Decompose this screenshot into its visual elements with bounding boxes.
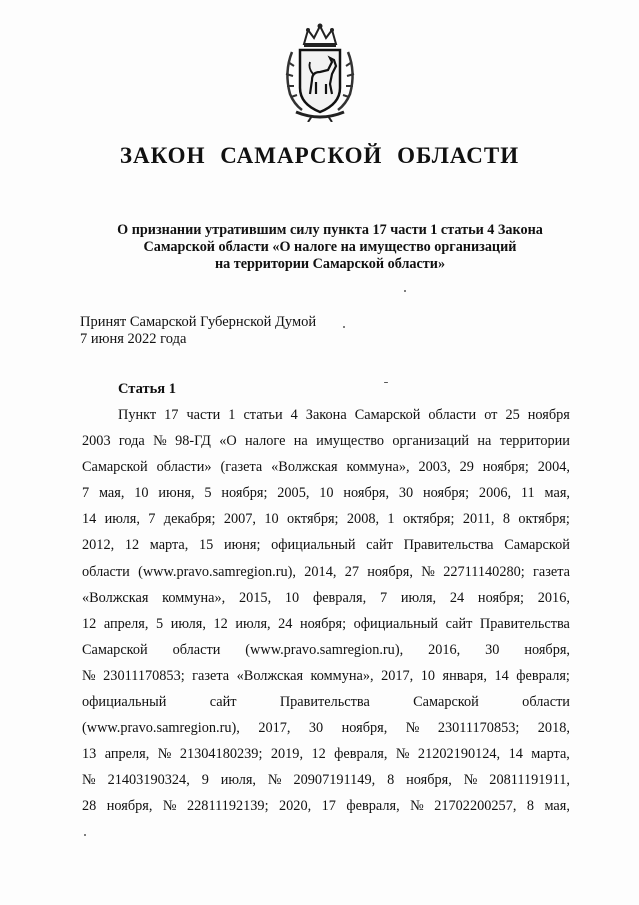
article-word: 2004, [537, 459, 570, 476]
article-word: 2014, [304, 563, 337, 580]
article-word: ноября; [477, 589, 524, 606]
article-word: 8 [526, 798, 535, 815]
article-word: № [162, 798, 177, 815]
article-word: 28 [82, 798, 97, 815]
article-word: 30 [308, 720, 324, 737]
article-word: № [82, 667, 96, 684]
article-word: 17 [321, 798, 336, 815]
article-word: 2006, [478, 485, 512, 502]
article-word: 13 [82, 746, 97, 763]
article-word: 2007, [223, 511, 256, 528]
article-word: 21403190324, [107, 772, 190, 789]
article-word: 7 [82, 485, 90, 502]
article-word: коммуна», [346, 459, 410, 476]
article-word: (www.pravo.samregion.ru), [245, 641, 404, 658]
article-word: № [395, 746, 410, 763]
article-text-line [82, 428, 570, 454]
article-word: 1 [387, 511, 395, 528]
article-word: января, [442, 667, 487, 684]
article-word: 21702200257, [434, 798, 517, 815]
article-word: 2019, [270, 746, 304, 763]
article-word: февраля, [346, 798, 400, 815]
article-word: июня; [223, 537, 261, 554]
article-word: 5 [155, 615, 164, 632]
article-text-line [82, 480, 570, 506]
adoption-date: 7 июня 2022 года [80, 331, 187, 347]
article-word: 12 [311, 746, 326, 763]
article-text-line [82, 454, 570, 480]
article-word: 10 [420, 667, 436, 684]
article-text-line [82, 767, 570, 793]
article-word: 2008, [346, 511, 380, 528]
adoption-info [80, 314, 316, 348]
article-word: 30 [398, 485, 414, 502]
article-word: Пункт [118, 407, 157, 423]
article-text-line [82, 715, 570, 741]
article-word: 23011170853; [437, 720, 520, 737]
article-word: коммуна», [162, 589, 226, 606]
article-word: № [153, 433, 167, 450]
article-word: 17 [164, 407, 179, 423]
article-word: 22811192139; [187, 798, 269, 815]
article-word: области [428, 407, 477, 423]
article-word: октября; [518, 511, 570, 528]
article-word: марта, [149, 537, 189, 554]
article-word: 14 [82, 511, 97, 528]
article-word: газета [533, 563, 570, 580]
article-word: от [484, 407, 498, 423]
scan-speck [384, 382, 388, 383]
article-word: октября; [287, 511, 339, 528]
article-heading: Статья 1 [118, 381, 176, 397]
article-word: 15 [199, 537, 214, 554]
article-word: 8 [387, 772, 395, 789]
article-word: апреля, [103, 615, 149, 632]
article-word: 24 [449, 589, 465, 606]
article-word: Самарской [413, 694, 479, 711]
article-word: 29 [459, 459, 474, 476]
article-text-line [82, 663, 570, 689]
article-word: ноября; [221, 485, 268, 502]
article-word: апреля, [104, 746, 150, 763]
article-word: области» [156, 459, 212, 476]
article-text-line [82, 559, 570, 585]
article-word: октября; [402, 511, 455, 528]
article-word: Самарской [354, 407, 421, 423]
article-word: ноября, [106, 798, 153, 815]
article-word: 2016, [428, 641, 461, 658]
article-text-line [82, 506, 570, 532]
article-word: области [82, 563, 130, 580]
article-word: области [172, 641, 221, 658]
article-word: официальный [353, 615, 439, 632]
subtitle-line: Самарской области «О налоге на имущество организаций [143, 239, 517, 255]
article-word: 27 [344, 563, 359, 580]
article-word: № [463, 772, 478, 789]
article-text-line [82, 402, 570, 428]
article-word: Самарской [82, 459, 148, 476]
article-word: № [410, 798, 424, 815]
article-text-line [82, 637, 570, 663]
article-word: декабря; [163, 511, 216, 528]
article-text-line [82, 741, 570, 767]
article-word: 2011, [462, 511, 495, 528]
article-word: 2005, [277, 485, 310, 502]
article-word: имущество [316, 433, 385, 450]
article-word: Правительства [479, 615, 570, 632]
scan-speck [84, 834, 86, 836]
article-word: 10 [134, 485, 149, 502]
article-word: 2020, [279, 798, 312, 815]
article-word: 20907191149, [293, 772, 376, 789]
article-word: «О [219, 433, 237, 450]
article-word: № [421, 563, 435, 580]
article-text-line [82, 793, 570, 819]
article-word: 2015, [238, 589, 272, 606]
article-word: ноября, [367, 563, 413, 580]
article-word: 2018, [537, 720, 570, 737]
article-word: (www.pravo.samregion.ru), [82, 720, 240, 737]
article-word: области [522, 694, 570, 711]
article-body [82, 402, 570, 820]
article-word: 20811191911, [489, 772, 570, 789]
article-word: газета [192, 667, 230, 684]
article-word: февраля, [334, 746, 388, 763]
scan-speck [343, 326, 345, 328]
article-word: сайт [445, 615, 473, 632]
article-word: 25 [505, 407, 520, 423]
law-title: ЗАКОН САМАРСКОЙ ОБЛАСТИ [119, 143, 520, 168]
article-word: 2017, [258, 720, 291, 737]
coat-of-arms-emblem [282, 22, 358, 122]
article-word: июля, [220, 772, 257, 789]
article-word: 11 [520, 485, 535, 502]
article-word: ноября; [300, 615, 347, 632]
article-word: № [267, 772, 282, 789]
article-word: (газета [220, 459, 263, 476]
article-word: коммуна», [310, 667, 374, 684]
article-word: 2016, [537, 589, 570, 606]
subtitle-line: О признании утратившим силу пункта 17 части 1 статьи 4 Закона [117, 222, 543, 238]
scan-speck [404, 290, 406, 292]
article-word: 2003 [82, 433, 111, 450]
article-word: 7 [148, 511, 156, 528]
article-word: июля, [170, 615, 206, 632]
article-word: Правительства [403, 537, 494, 554]
article-text-line [82, 689, 570, 715]
article-word: организаций [392, 433, 470, 450]
article-word: мая, [544, 798, 570, 815]
article-word: 10 [264, 511, 279, 528]
article-word: ноября [527, 407, 570, 423]
article-word: 14 [494, 667, 509, 684]
article-text-line [82, 611, 570, 637]
article-word: 2017, [381, 667, 414, 684]
article-word: ноября; [423, 485, 470, 502]
article-word: июля, [400, 589, 437, 606]
article-word: 12 [82, 615, 97, 632]
article-word: Самарской [504, 537, 570, 554]
article-word: 9 [201, 772, 209, 789]
article-word: мая, [544, 485, 570, 502]
article-word: статьи [243, 407, 283, 423]
article-word: Закона [305, 407, 347, 423]
article-word: 5 [204, 485, 212, 502]
subtitle-line: на территории Самарской области» [214, 256, 446, 272]
article-word: части [186, 407, 221, 423]
article-word: 23011170853; [103, 667, 185, 684]
article-word: (www.pravo.samregion.ru), [138, 563, 296, 580]
article-word: марта, [531, 746, 570, 763]
article-word: 10 [284, 589, 300, 606]
article-word: «Волжская [82, 589, 149, 606]
article-word: июля, [235, 615, 271, 632]
article-word: «Волжская [271, 459, 338, 476]
article-word: № [82, 772, 96, 789]
article-word: 12 [213, 615, 228, 632]
article-word: ноября, [341, 720, 388, 737]
article-word: 24 [278, 615, 293, 632]
article-word: мая, [98, 485, 125, 502]
article-word: ноября, [524, 641, 570, 658]
article-word: Правительства [279, 694, 370, 711]
article-word: официальный [271, 537, 356, 554]
article-word: 21304180239; [179, 746, 263, 763]
article-word: 2003, [418, 459, 451, 476]
article-word: 30 [485, 641, 500, 658]
article-word: года [118, 433, 145, 450]
article-word: ноября, [406, 772, 452, 789]
article-word: 21202190124, [417, 746, 501, 763]
article-word: февраля; [516, 667, 570, 684]
adopted-by: Принят Самарской Губернской Думой [80, 314, 317, 330]
article-text-line [82, 532, 570, 558]
article-word: ноября; [482, 459, 529, 476]
article-word: на [293, 433, 308, 450]
article-word: «Волжская [236, 667, 304, 684]
article-word: июля, [104, 511, 140, 528]
article-word: на [477, 433, 492, 450]
article-word: сайт [366, 537, 393, 554]
article-word: территории [499, 433, 570, 450]
article-word: № [405, 720, 420, 737]
article-word: июня, [158, 485, 195, 502]
article-word: ноября, [343, 485, 390, 502]
article-word: сайт [209, 694, 237, 711]
article-word: 10 [319, 485, 334, 502]
article-word: 4 [290, 407, 298, 423]
article-word: 22711140280; [443, 563, 525, 580]
article-word: 7 [379, 589, 388, 606]
article-word: налоге [245, 433, 286, 450]
article-word: официальный [82, 694, 167, 711]
article-word: 1 [228, 407, 236, 423]
article-word: 2012, [82, 537, 115, 554]
article-word: № [157, 746, 172, 763]
law-subtitle [60, 222, 600, 273]
article-word: февраля, [312, 589, 367, 606]
article-word: 14 [508, 746, 523, 763]
article-word: 12 [124, 537, 140, 554]
article-word: 8 [502, 511, 510, 528]
article-text-line [82, 585, 570, 611]
article-word: Самарской [82, 641, 148, 658]
article-word: 98-ГД [175, 433, 211, 450]
